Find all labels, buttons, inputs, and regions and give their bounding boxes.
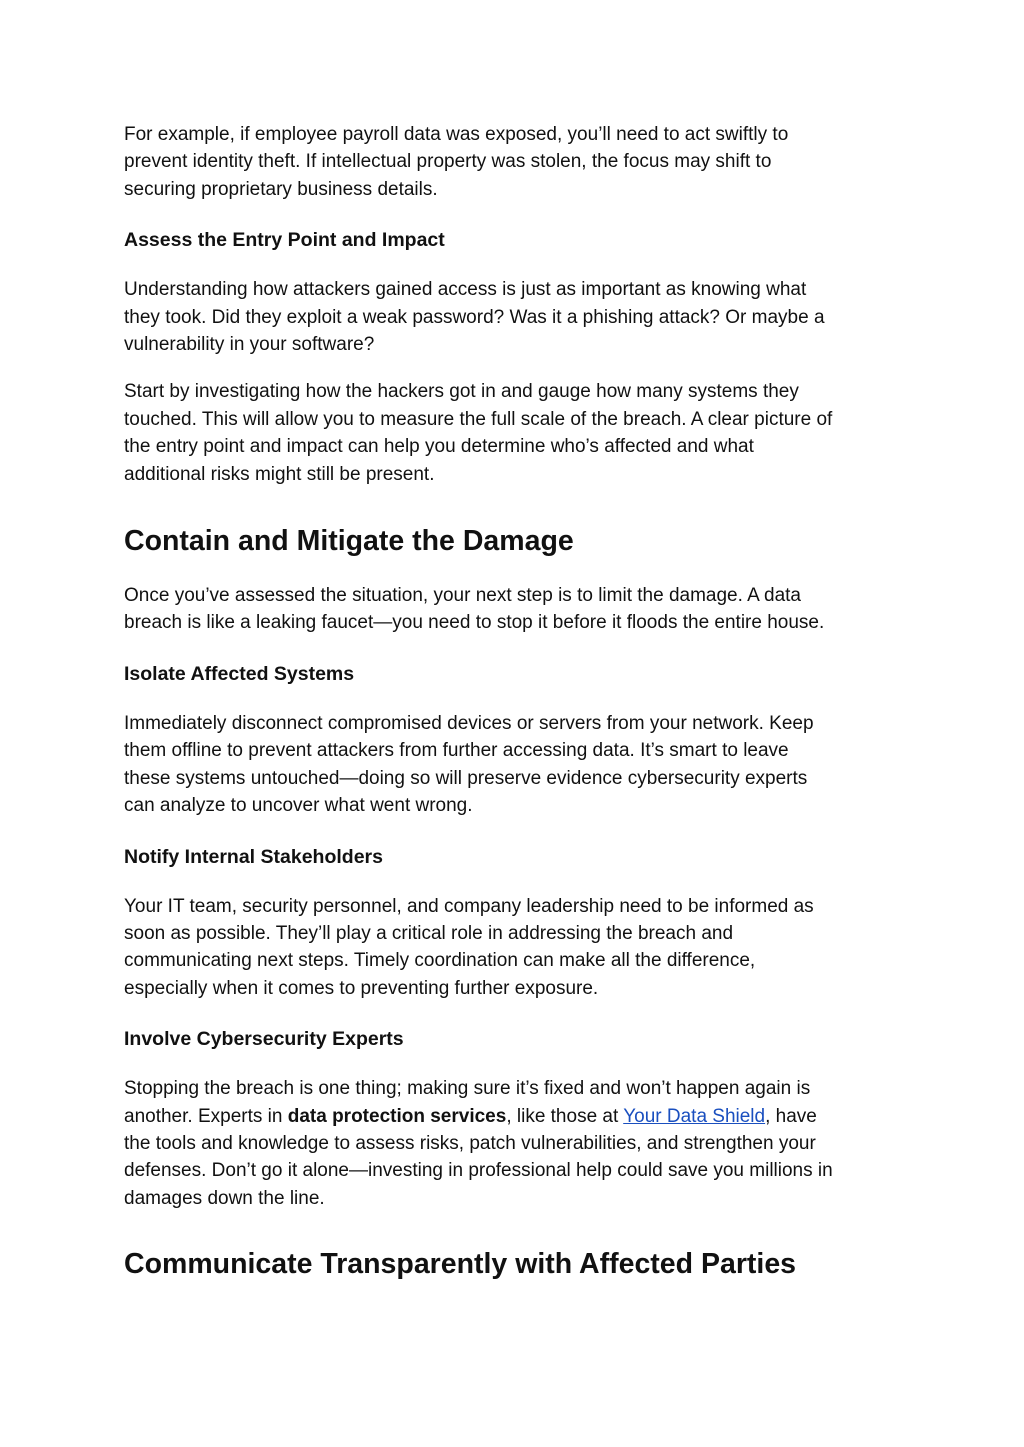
- paragraph-limit-damage: Once you’ve assessed the situation, your next step is to limit the damage. A data breach is like a leaking faucet—you need to stop it before it floods the entire house.: [124, 585, 825, 634]
- paragraph-stopping-breach: [124, 1075, 904, 1212]
- paragraph-text-part: , like those at: [506, 1105, 624, 1127]
- heading-isolate-systems: Isolate Affected Systems: [124, 662, 355, 685]
- paragraph-text-part: Stopping the breach is one thing; making sure it’s fixed and won’t happen again is another. Experts in: [124, 1078, 811, 1127]
- paragraph-start-investigating: Start by investigating how the hackers got in and gauge how many systems they touched. This will allow you to measure the full scale of the breach. A clear picture of the entry point and impact can help you determine who’s affected and what additional risks might still be present.: [124, 381, 833, 485]
- heading-communicate-transparently: Communicate Transparently with Affected Parties: [124, 1248, 797, 1281]
- paragraph-understanding-access: Understanding how attackers gained access is just as important as knowing what they took. Did they exploit a weak password? Was it a phishing attack? Or maybe a vulnerability in your software?: [124, 279, 825, 356]
- paragraph-inform-team: Your IT team, security personnel, and company leadership need to be informed as soon as possible. They’ll play a critical role in addressing the breach and communicating next steps. Timely coordination can make all the difference, especially when it comes to preventing further exposure.: [124, 895, 814, 999]
- paragraph-text-part: , have the tools and knowledge to assess risks, patch vulnerabilities, and strengthen your defenses. Don’t go it alone—investing in professional help could save you millions in damages down the line.: [124, 1105, 833, 1209]
- heading-notify-stakeholders: Notify Internal Stakeholders: [124, 845, 383, 868]
- bold-data-protection-services: data protection services: [287, 1105, 507, 1127]
- your-data-shield-link[interactable]: Your Data Shield: [623, 1105, 766, 1127]
- heading-involve-experts: Involve Cybersecurity Experts: [124, 1028, 404, 1051]
- document-page: [124, 121, 904, 1282]
- paragraph-payroll-example: For example, if employee payroll data was exposed, you’ll need to act swiftly to prevent identity theft. If intellectual property was stolen, the focus may shift to securing proprietary business details.: [124, 124, 789, 200]
- heading-contain-mitigate: Contain and Mitigate the Damage: [124, 525, 574, 558]
- paragraph-disconnect-devices: Immediately disconnect compromised devices or servers from your network. Keep them offline to prevent attackers from further accessing data. It’s smart to leave these systems untouched—doing so will preserve evidence cybersecurity experts can analyze to uncover what went wrong.: [124, 712, 814, 817]
- heading-assess-entry-point: Assess the Entry Point and Impact: [124, 229, 445, 252]
